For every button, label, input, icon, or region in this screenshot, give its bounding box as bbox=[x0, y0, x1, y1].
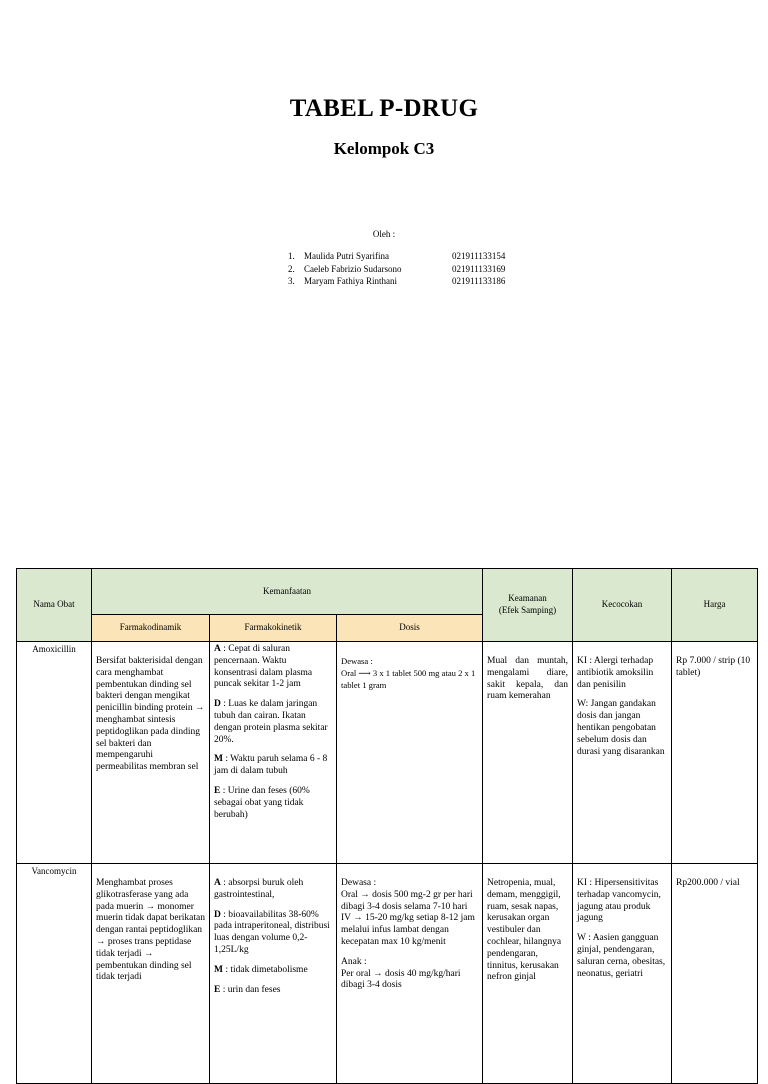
member-item bbox=[288, 263, 532, 276]
kecocokan-w: W : Aasien gangguan ginjal, pendengaran, saluran cerna, obesitas, neonatus, geriatri bbox=[577, 933, 666, 979]
header-nama-obat: Nama Obat bbox=[17, 569, 92, 642]
fk-absorption: A : Cepat di saluran pencernaan. Waktu konsentrasi dalam plasma puncak sekitar 1-2 jam bbox=[214, 644, 313, 690]
farmakodinamik-cell: Bersifat bakterisidal dengan cara menghambat pembentukan dinding sel bakteri dengan mengikat penicillin binding protein → menghambat sintesis peptidoglikan pada dinding sel bakteri dan mempengaruhi permeabilitas membran sel bbox=[92, 642, 210, 864]
fk-distribution: D : bioavailabilitas 38-60% pada intraperitoneal, distribusi luas dengan volume 0,2-1,25L/kg bbox=[214, 909, 330, 955]
member-number: 2. bbox=[288, 263, 295, 274]
header-kemanfaatan: Kemanfaatan bbox=[92, 569, 483, 615]
dosis-line: Per oral → dosis 40 mg/kg/hari dibagi 3-4 dosis bbox=[341, 968, 461, 991]
fk-absorption: A : absorpsi buruk oleh gastrointestinal, bbox=[214, 878, 304, 900]
header-keamanan-line2: (Efek Samping) bbox=[498, 605, 557, 615]
member-name: Maulida Putri Syarifina bbox=[304, 251, 389, 261]
kecocokan-cell bbox=[573, 642, 672, 864]
dosis-line: Oral → dosis 500 mg-2 gr per hari dibagi 3-4 dosis selama 7-10 hari bbox=[341, 889, 473, 912]
p-drug-table bbox=[16, 568, 758, 1084]
dosis-line: Anak : bbox=[341, 956, 367, 967]
member-nim: 021911133186 bbox=[452, 276, 506, 287]
member-number: 3. bbox=[288, 276, 295, 287]
drug-name: Amoxicillin bbox=[17, 642, 92, 864]
subheader-farmakokinetik: Farmakokinetik bbox=[210, 615, 337, 642]
keamanan-cell: Netropenia, mual, demam, menggigil, ruam, sesak napas, kerusakan organ vestibuler dan cochlear, hilangnya pendengaran, tinnitus, kerusakan nefron ginjal bbox=[483, 864, 573, 1084]
dosis-line: Dewasa : bbox=[341, 656, 373, 666]
table-header-row bbox=[17, 569, 758, 615]
member-name: Maryam Fathiya Rinthani bbox=[304, 276, 397, 287]
dosis-line: IV → 15-20 mg/kg setiap 8-12 jam melalui infus lambat dengan kecepatan max 10 kg/menit bbox=[341, 913, 475, 947]
member-item bbox=[288, 250, 532, 263]
header-keamanan-line1: Keamanan bbox=[508, 593, 547, 604]
dosis-line: Dewasa : bbox=[341, 878, 377, 888]
member-nim: 021911133169 bbox=[452, 263, 506, 274]
drug-name: Vancomycin bbox=[17, 864, 92, 1084]
kecocokan-ki: KI : Hipersensitivitas terhadap vancomycin, jagung atau produk jagung bbox=[577, 878, 661, 924]
harga-cell: Rp200.000 / vial bbox=[672, 864, 758, 1084]
fk-excretion: E : Urine dan feses (60% sebagai obat yang tidak berubah) bbox=[214, 785, 310, 820]
member-item bbox=[288, 275, 532, 288]
subheader-dosis: Dosis bbox=[337, 615, 483, 642]
member-nim: 021911133154 bbox=[452, 251, 506, 261]
kecocokan-cell bbox=[573, 864, 672, 1084]
member-list bbox=[288, 250, 532, 288]
header-kecocokan: Kecocokan bbox=[573, 569, 672, 642]
table-row bbox=[17, 864, 758, 1084]
subheader-farmakodinamik: Farmakodinamik bbox=[92, 615, 210, 642]
kecocokan-ki: KI : Alergi terhadap antibiotik amoksilin dan penisilin bbox=[577, 656, 654, 690]
kecocokan-w: W: Jangan gandakan dosis dan jangan hentikan pengobatan sebelum dosis dan durasi yang disarankan bbox=[577, 699, 665, 757]
member-name: Caeleb Fabrizio Sudarsono bbox=[304, 263, 402, 274]
header-keamanan bbox=[483, 569, 573, 642]
dosis-cell bbox=[337, 864, 483, 1084]
table-row bbox=[17, 642, 758, 864]
farmakokinetik-cell bbox=[210, 864, 337, 1084]
group-subtitle: Kelompok C3 bbox=[333, 139, 435, 158]
fk-metabolism: M : tidak dimetabolisme bbox=[214, 964, 308, 975]
farmakokinetik-cell bbox=[210, 642, 337, 864]
oleh-label: Oleh : bbox=[372, 229, 396, 239]
dosis-cell bbox=[337, 642, 483, 864]
fk-metabolism: M : Waktu paruh selama 6 - 8 jam di dalam tubuh bbox=[214, 754, 328, 777]
harga-cell: Rp 7.000 / strip (10 tablet) bbox=[672, 642, 758, 864]
member-number: 1. bbox=[288, 251, 295, 261]
keamanan-cell: Mual dan muntah, mengalami diare, sakit kepala, dan ruam kemerahan bbox=[483, 642, 573, 864]
header-harga: Harga bbox=[672, 569, 758, 642]
fk-excretion: E : urin dan feses bbox=[214, 984, 281, 995]
document-title: TABEL P-DRUG bbox=[289, 95, 479, 122]
farmakodinamik-cell: Menghambat proses glikotrasferase yang ada pada muerin → monomer muerin tidak dapat berikatan dengan rantai peptidoglikan → proses trans peptidase tidak terjadi → pembentukan dinding sel tidak terjadi bbox=[92, 864, 210, 1084]
fk-distribution: D : Luas ke dalam jaringan tubuh dan cairan. Ikatan dengan protein plasma sekitar 20%. bbox=[214, 699, 328, 745]
dosis-line: Oral ⟶ 3 x 1 tablet 500 mg atau 2 x 1 tablet 1 gram bbox=[341, 667, 476, 690]
